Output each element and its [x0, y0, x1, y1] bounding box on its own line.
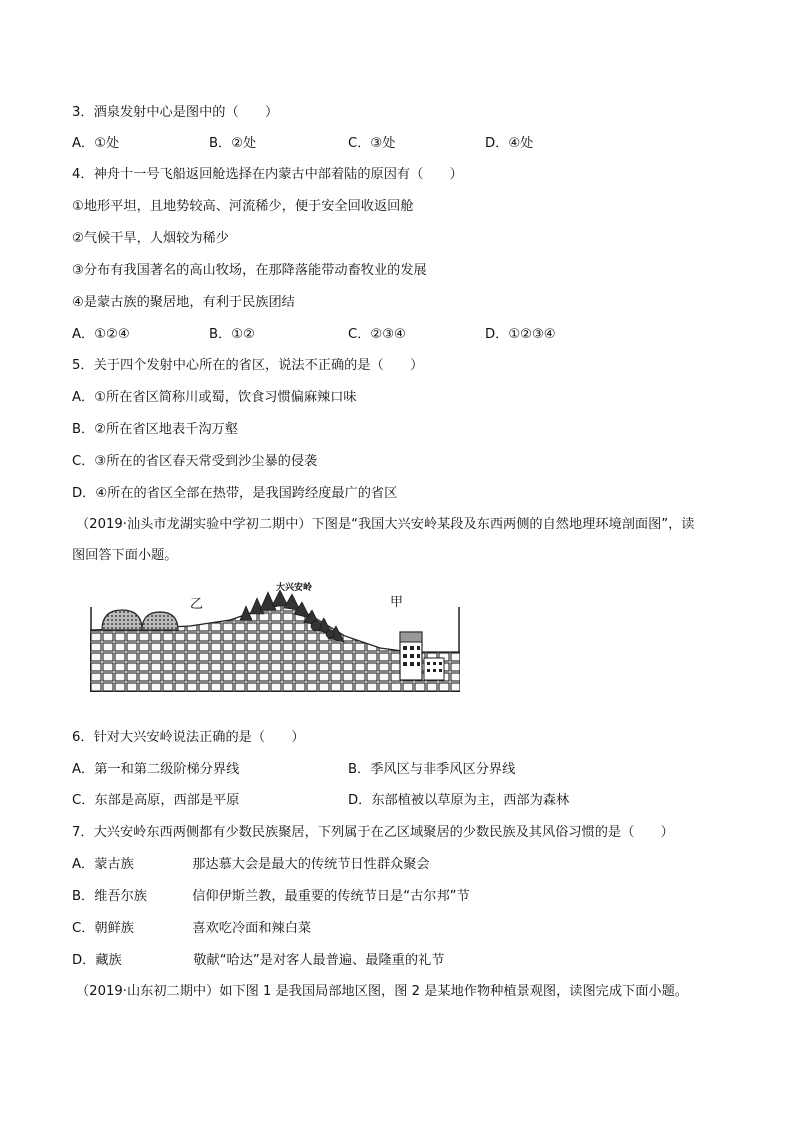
- q4-option-a: A．①②④: [72, 327, 130, 342]
- q3-stem: 3．酒泉发射中心是图中的（ ）: [72, 105, 279, 120]
- q3-option-a: A．①处: [72, 136, 120, 151]
- q4-option-d: D．①②③④: [485, 327, 556, 342]
- q4-item-2: ②气候干旱，人烟较为稀少: [72, 231, 229, 246]
- passage-intro-line-2: 图回答下面小题。: [72, 548, 178, 563]
- option-ethnic-group: 朝鲜族: [94, 921, 134, 936]
- q6-option-c: C．东部是高原，西部是平原: [72, 793, 240, 808]
- q7-stem: 7．大兴安岭东西两侧都有少数民族聚居，下列属于在乙区域聚居的少数民族及其风俗习惯的是（ ）: [72, 825, 674, 840]
- q6-option-b: B．季风区与非季风区分界线: [348, 762, 516, 777]
- passage-intro-line-1: （2019·汕头市龙湖实验中学初二期中）下图是“我国大兴安岭某段及东西两侧的自然地理环境剖面图”，读: [76, 517, 695, 532]
- q7-option-b: [72, 888, 470, 906]
- q4-item-4: ④是蒙古族的聚居地，有利于民族团结: [72, 295, 295, 310]
- cross-section-figure: [90, 582, 460, 692]
- cross-section-illustration: [90, 582, 460, 692]
- option-letter: D．: [72, 953, 96, 968]
- q5-option-d: D．④所在的省区全部在热带，是我国跨经度最广的省区: [72, 486, 398, 501]
- q4-stem: 4．神舟十一号飞船返回舱选择在内蒙古中部着陆的原因有（ ）: [72, 167, 463, 182]
- q5-option-a: A．①所在省区简称川或蜀，饮食习惯偏麻辣口味: [72, 390, 357, 405]
- yurt-shape: [142, 612, 178, 630]
- q4-item-3: ③分布有我国著名的高山牧场，在那降落能带动畜牧业的发展: [72, 263, 427, 278]
- label-west: 乙: [190, 597, 204, 612]
- passage-intro-2: （2019·山东初二期中）如下图 1 是我国局部地区图，图 2 是某地作物种植景观图，读图完成下面小题。: [76, 984, 688, 999]
- option-custom: 喜欢吃冷面和辣白菜: [192, 921, 312, 936]
- q5-option-b: B．②所在省区地表千沟万壑: [72, 422, 238, 437]
- option-ethnic-group: 蒙古族: [94, 857, 134, 872]
- option-letter: C．: [72, 921, 95, 936]
- q6-stem: 6．针对大兴安岭说法正确的是（ ）: [72, 730, 305, 745]
- q6-option-d: D．东部植被以草原为主，西部为森林: [348, 793, 570, 808]
- q7-option-d: [72, 952, 444, 970]
- q3-option-b: B．②处: [209, 136, 257, 151]
- q4-item-1: ①地形平坦，且地势较高、河流稀少，便于安全回收返回舱: [72, 199, 414, 214]
- option-custom: 敬献“哈达”是对客人最普遍、最隆重的礼节: [193, 953, 445, 968]
- q7-option-c: [72, 920, 311, 938]
- option-custom: 信仰伊斯兰教，最重要的传统节日是“古尔邦”节: [192, 889, 470, 904]
- q3-option-d: D．④处: [485, 136, 534, 151]
- q7-option-a: [72, 856, 430, 874]
- option-letter: A．: [72, 857, 95, 872]
- option-ethnic-group: 藏族: [95, 953, 122, 968]
- q5-option-c: C．③所在的省区春天常受到沙尘暴的侵袭: [72, 454, 318, 469]
- q4-option-b: B．①②: [209, 327, 255, 342]
- option-custom: 那达慕大会是最大的传统节日性群众聚会: [192, 857, 430, 872]
- q4-option-c: C．②③④: [348, 327, 406, 342]
- q3-option-c: C．③处: [348, 136, 396, 151]
- q5-stem: 5．关于四个发射中心所在的省区，说法不正确的是（ ）: [72, 358, 424, 373]
- label-mountain: 大兴安岭: [276, 583, 313, 593]
- yurt-shape: [102, 610, 142, 630]
- label-east: 甲: [390, 595, 404, 610]
- option-letter: B．: [72, 889, 95, 904]
- q6-option-a: A．第一和第二级阶梯分界线: [72, 762, 240, 777]
- option-ethnic-group: 维吾尔族: [94, 889, 147, 904]
